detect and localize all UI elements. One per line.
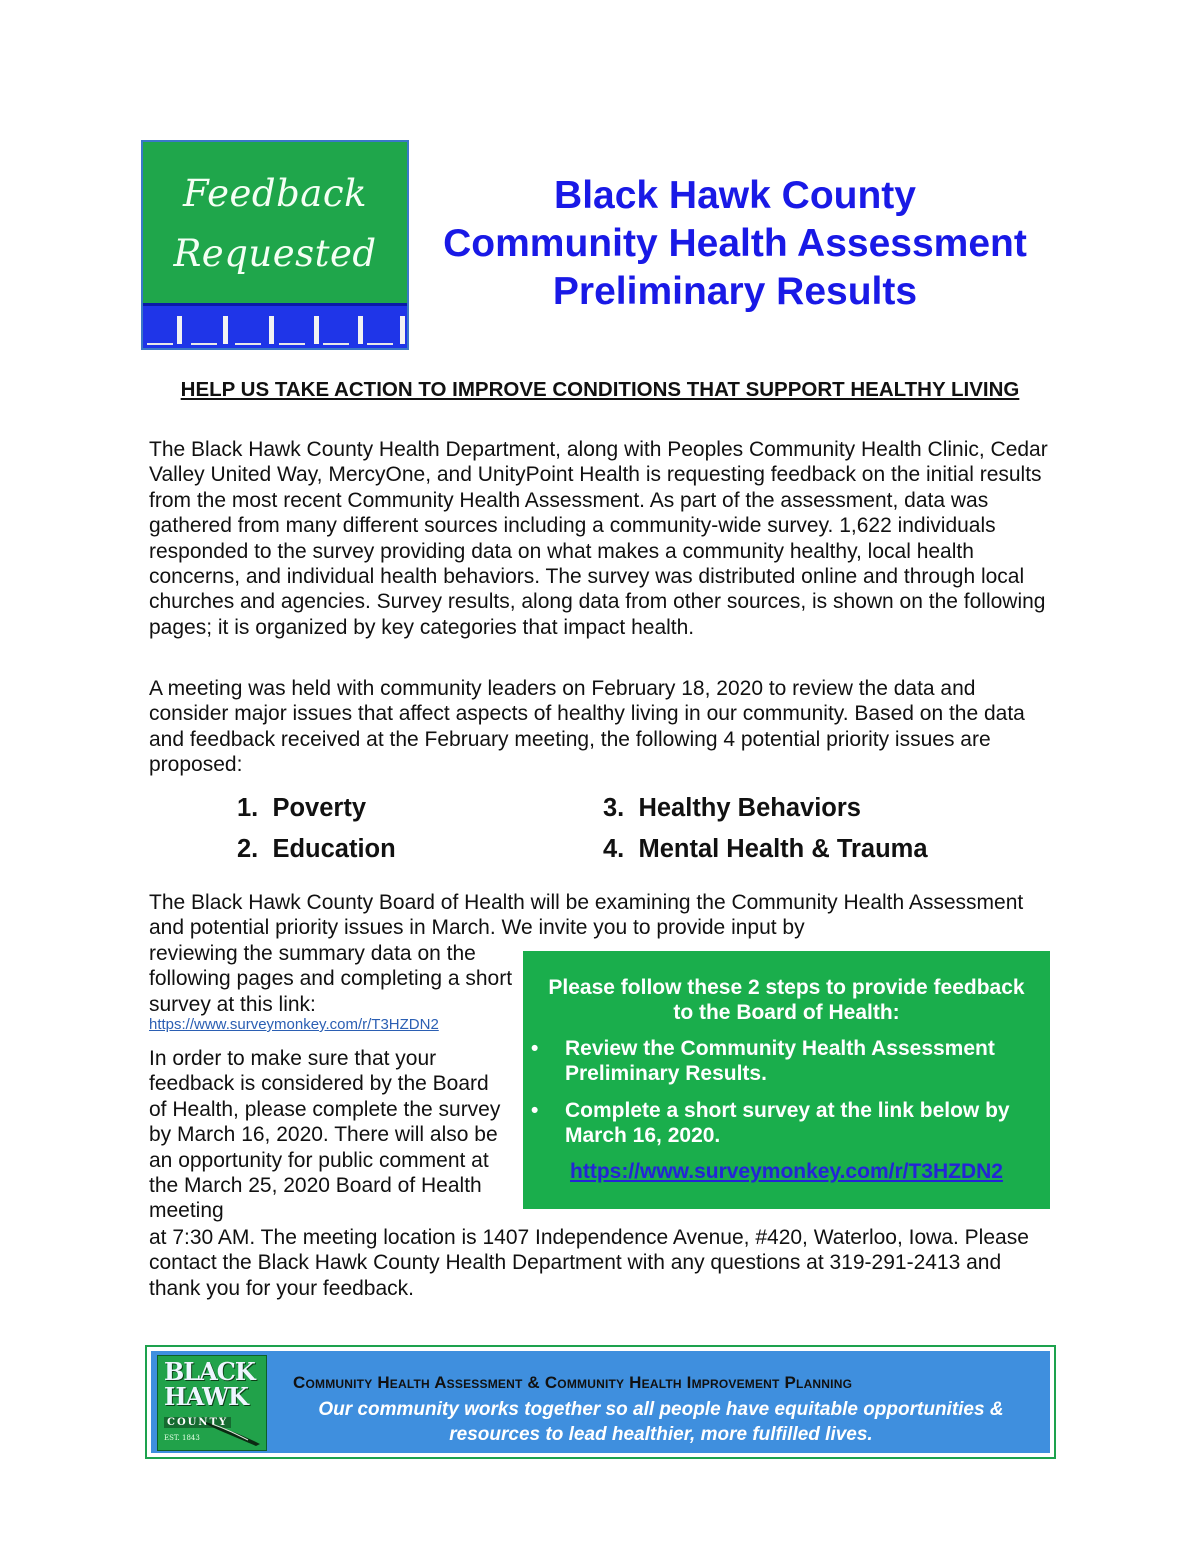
logo-word-black: BLACK — [164, 1357, 255, 1386]
survey-link-inline[interactable]: https://www.surveymonkey.com/r/T3HZDN2 — [149, 1016, 439, 1033]
title-line-2: Community Health Assessment — [443, 222, 1027, 265]
callout-step — [531, 1098, 1045, 1148]
black-hawk-county-logo — [157, 1355, 267, 1451]
feedback-steps-callout — [523, 951, 1050, 1209]
footer-heading: Community Health Assessment & Community Health Improvement Planning — [293, 1373, 853, 1392]
priority-label: Mental Health & Trauma — [638, 835, 928, 863]
priority-label: Poverty — [272, 794, 366, 822]
logo-est: EST. 1843 — [164, 1434, 200, 1442]
logo-county: COUNTY — [164, 1417, 231, 1428]
logo-word-hawk: HAWK — [164, 1382, 248, 1411]
title-line-3: Preliminary Results — [552, 270, 918, 313]
page-title — [410, 172, 1060, 316]
hawk-feather-icon — [204, 1418, 264, 1448]
priority-label: Education — [272, 835, 396, 863]
callout-step-text: Review the Community Health Assessment Preliminary Results. — [565, 1037, 995, 1085]
footer-banner — [145, 1345, 1056, 1459]
priority-item — [603, 835, 928, 864]
callout-step — [531, 1036, 1045, 1086]
title-line-1: Black Hawk County — [554, 174, 916, 217]
priority-number: 2. — [237, 835, 259, 863]
intro-paragraph: The Black Hawk County Health Department, along with Peoples Community Health Clinic, Cedar Valley United Way, MercyOne, and UnityPoint Health is requesting feedback on the initial results from the most recent Community Health Assessment. As part of the assessment, data was gathered from many different sources including a community-wide survey. 1,622 individuals responded to the survey providing data on what makes a community healthy, local health concerns, and individual health behaviors. The survey was distributed online and through local churches and agencies. Survey results, along data from other sources, is shown on the following pages; it is organized by key categories that impact health. — [149, 438, 1048, 639]
order-left-text: In order to make sure that your feedback is considered by the Board of Health, please complete the survey by March 16, 2020. There will also be an opportunity for public comment at the March 25, 2020 Board of Health meeting — [149, 1047, 501, 1223]
footer-tagline: Our community works together so all people have equitable opportunities & resources to lead healthier, more fulfilled lives. — [318, 1399, 1004, 1445]
bullet-icon: • — [531, 1037, 539, 1060]
closing-paragraph: at 7:30 AM. The meeting location is 1407 Independence Avenue, #420, Waterloo, Iowa. Please contact the Black Hawk County Health Department with any questions at 319-291-2413 and thank you for your feedback. — [149, 1226, 1029, 1300]
chalkboard-line-2: Requested — [173, 232, 377, 275]
bullet-icon: • — [531, 1099, 539, 1122]
priority-number: 4. — [603, 835, 625, 863]
section-headline: HELP US TAKE ACTION TO IMPROVE CONDITIONS THAT SUPPORT HEALTHY LIVING — [180, 378, 1020, 401]
board-left-text: reviewing the summary data on the following pages and completing a short survey at this link: — [149, 942, 513, 1016]
callout-step-text: Complete a short survey at the link below by March 16, 2020. — [565, 1099, 1010, 1147]
meeting-paragraph: A meeting was held with community leaders on February 18, 2020 to review the data and consider major issues that affect aspects of healthy living in our community. Based on the data and feedback received at the February meeting, the following 4 potential priority issues are proposed: — [149, 677, 1025, 777]
survey-link-callout[interactable]: https://www.surveymonkey.com/r/T3HZDN2 — [570, 1160, 1003, 1183]
chalkboard-line-1: Feedback — [182, 172, 367, 215]
priority-item — [237, 835, 396, 864]
priority-label: Healthy Behaviors — [638, 794, 861, 822]
feedback-requested-chalkboard — [141, 140, 409, 350]
priority-number: 1. — [237, 794, 259, 822]
priority-item — [603, 794, 861, 823]
priority-item — [237, 794, 366, 823]
chalkboard-tray — [143, 303, 407, 348]
board-intro-text: The Black Hawk County Board of Health will be examining the Community Health Assessment and potential priority issues in March. We invite you to provide input by — [149, 891, 1024, 940]
priority-number: 3. — [603, 794, 625, 822]
callout-heading: Please follow these 2 steps to provide feedback to the Board of Health: — [548, 976, 1025, 1024]
